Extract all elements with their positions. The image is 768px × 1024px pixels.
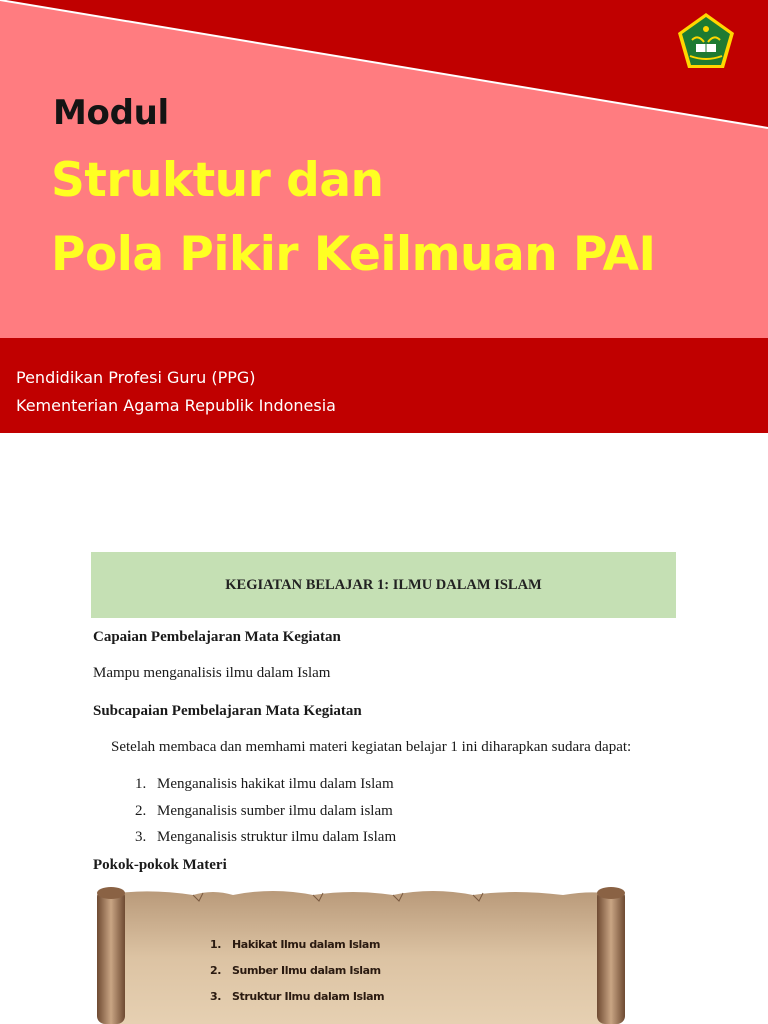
activity-banner-title: KEGIATAN BELAJAR 1: ILMU DALAM ISLAM: [225, 576, 542, 593]
learning-activity-page: [0, 433, 768, 1024]
list-item: 2. Menganalisis sumber ilmu dalam islam: [135, 802, 393, 819]
list-item: 1. Hakikat Ilmu dalam Islam: [210, 938, 381, 951]
list-item: 1. Menganalisis hakikat ilmu dalam Islam: [135, 776, 394, 792]
materials-list: [210, 938, 384, 1016]
subcapaian-list: [135, 776, 396, 856]
activity-banner: [91, 552, 676, 618]
materials-scroll: [93, 885, 629, 1024]
kemenag-emblem-icon: [674, 12, 738, 74]
subcapaian-heading: Subcapaian Pembelajaran Mata Kegiatan: [93, 703, 362, 719]
pokok-heading: Pokok-pokok Materi: [93, 857, 227, 873]
list-item: 3. Menganalisis struktur ilmu dalam Islam: [135, 829, 397, 845]
capaian-text: Mampu menganalisis ilmu dalam Islam: [93, 665, 331, 681]
module-title-line-2: Pola Pikir Keilmuan PAI: [51, 227, 656, 282]
list-item: 2. Sumber Ilmu dalam Islam: [210, 964, 381, 977]
module-title-line-1: Struktur dan: [51, 153, 384, 208]
capaian-heading: Capaian Pembelajaran Mata Kegiatan: [93, 629, 341, 645]
subcapaian-intro: Setelah membaca dan memhami materi kegiatan belajar 1 ini diharapkan sudara dapat:: [111, 739, 632, 755]
program-name: Pendidikan Profesi Guru (PPG): [16, 368, 256, 387]
module-label: Modul: [53, 93, 169, 133]
list-item: 3. Struktur Ilmu dalam Islam: [210, 990, 385, 1003]
module-cover: [0, 0, 768, 433]
ministry-name: Kementerian Agama Republik Indonesia: [16, 396, 336, 415]
